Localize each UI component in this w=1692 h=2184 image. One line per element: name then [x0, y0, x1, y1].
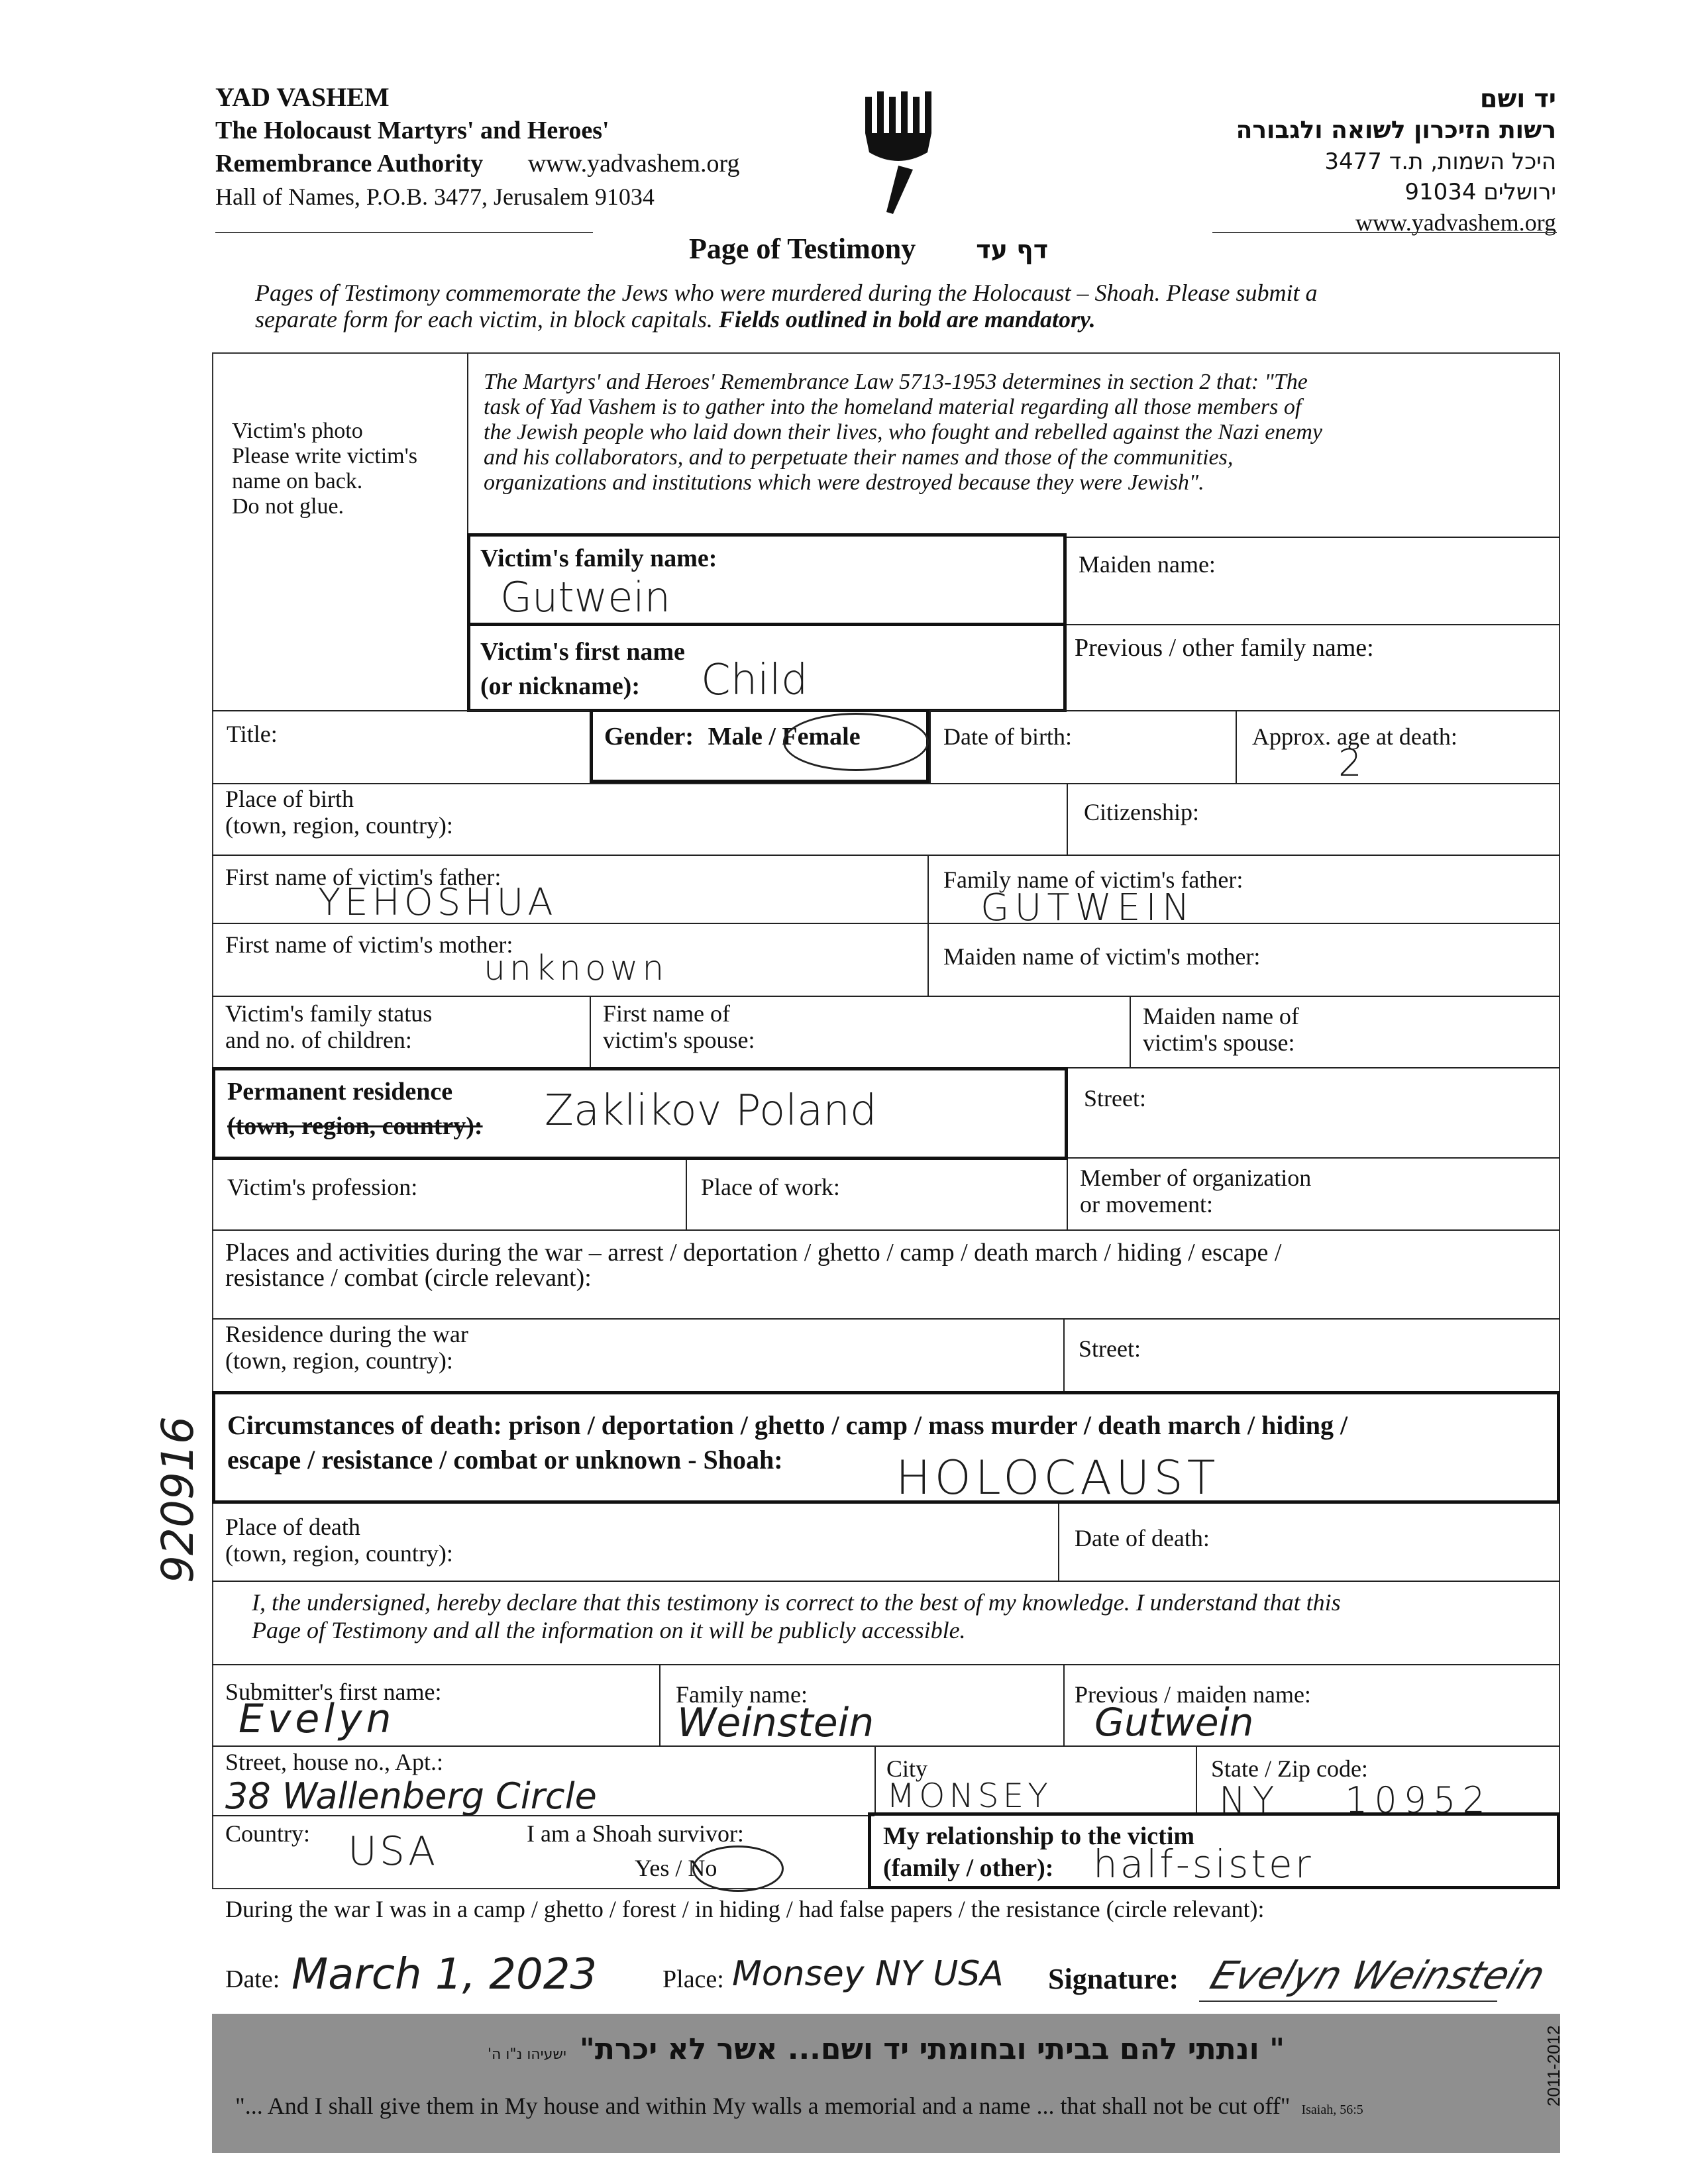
profession-label: Victim's profession: [227, 1174, 418, 1200]
submitter-family-value: Weinstein [677, 1700, 874, 1746]
spouse-first-label1: First name of [603, 1000, 730, 1027]
heb-line2: רשות הזיכרון לשואה ולגבורה [1236, 117, 1556, 144]
page-title [689, 232, 1048, 266]
war-street-label: Street: [1079, 1335, 1141, 1362]
yad-vashem-logo-icon [861, 91, 941, 217]
relationship-value: half-sister [1093, 1842, 1314, 1887]
age-divider [1236, 710, 1237, 783]
intro-line2 [255, 306, 1554, 333]
header-right [1092, 83, 1556, 238]
intro-mandatory: Fields outlined in bold are mandatory. [718, 306, 1096, 333]
work-divider [686, 1160, 687, 1229]
age-label: Approx. age at death: [1252, 723, 1457, 750]
org-line2: The Holocaust Martyrs' and Heroes' [215, 117, 609, 144]
pob-label2: (town, region, country): [225, 812, 453, 839]
during-war-line: During the war I was in a camp / ghetto / forest / in hiding / had false papers / the resistance (circle relevant): [225, 1896, 1265, 1922]
hebrew-ref: ישעיהו נ"ו ה' [487, 2046, 566, 2063]
place-value: Monsey NY USA [732, 1954, 1004, 1994]
signature-rule [1199, 2001, 1497, 2002]
submitter-prev-label: Previous / maiden name: [1075, 1681, 1311, 1708]
english-ref: Isaiah, 56:5 [1301, 2103, 1363, 2117]
circ-line2: escape / resistance / combat or unknown - Shoah: [227, 1445, 783, 1475]
street-label: Street: [1084, 1085, 1146, 1112]
date-label: Date: [225, 1965, 280, 1993]
declaration-line2: Page of Testimony and all the information on it will be publicly accessible. [252, 1617, 966, 1643]
father-divider [927, 855, 929, 997]
submitter-first-label: Submitter's first name: [225, 1679, 442, 1705]
first-name-label1: Victim's first name [480, 638, 685, 666]
zip-value: 10952 [1345, 1779, 1492, 1821]
maiden-name-label: Maiden name: [1079, 551, 1216, 578]
spouse-first-label2: victim's spouse: [603, 1027, 755, 1053]
row-mother-top [212, 923, 1560, 924]
photo-line3: name on back. [232, 469, 363, 494]
war-res-label1: Residence during the war [225, 1321, 468, 1347]
declaration-text [252, 1588, 1550, 1644]
mother-first-label: First name of victim's mother: [225, 931, 513, 958]
spouse-first-label [603, 1000, 755, 1053]
state-value: NY [1219, 1779, 1281, 1821]
family-status-label [225, 1000, 432, 1053]
country-label: Country: [225, 1820, 311, 1847]
first-name-label2: (or nickname): [480, 672, 640, 700]
father-first-label: First name of victim's father: [225, 864, 502, 890]
pod-label2: (town, region, country): [225, 1540, 453, 1567]
circumstances-value: HOLOCAUST [896, 1451, 1220, 1505]
spouse-first-divider [590, 996, 591, 1067]
citizenship-label: Citizenship: [1084, 799, 1199, 825]
member-divider [1067, 1160, 1068, 1229]
photo-line1: Victim's photo [232, 419, 363, 443]
perm-res-value: Zaklikov Poland [545, 1086, 877, 1135]
law-line5: organizations and institutions which were destroyed because they were Jewish". [484, 470, 1204, 495]
hebrew-quote: " ונתתי להם בביתי ובחומתי יד ושם... אשר לא יכרת" [579, 2032, 1285, 2066]
row-declaration-top [212, 1581, 1560, 1582]
website-left: www.yadvashem.org [527, 150, 740, 178]
submitter-family-divider [659, 1664, 661, 1747]
pod-label1: Place of death [225, 1514, 360, 1540]
law-line2: task of Yad Vashem is to gather into the homeland material regarding all those members of [484, 395, 1302, 419]
signature-label-text: Signature: [1048, 1963, 1179, 1995]
activities-label [225, 1240, 1281, 1290]
activities-line1: Places and activities during the war – arrest / deportation / ghetto / camp / death march / hiding / escape / [225, 1239, 1282, 1267]
father-family-label: Family name of victim's father: [943, 866, 1243, 893]
submitter-family-label: Family name: [676, 1681, 808, 1708]
heb-line3: היכל השמות, ת.ד 3477 [1324, 148, 1556, 175]
spouse-maiden-divider [1130, 996, 1131, 1067]
member-label2: or movement: [1080, 1191, 1213, 1218]
pod-label [225, 1514, 453, 1567]
relationship-label1: My relationship to the victim [883, 1822, 1195, 1850]
photo-instructions [232, 419, 417, 519]
form-year: 2011-2012 [1544, 2025, 1563, 2106]
header-left-rule [215, 232, 593, 233]
mother-maiden-label: Maiden name of victim's mother: [943, 943, 1261, 970]
row-address-top [212, 1745, 1560, 1747]
row-country-top [212, 1815, 874, 1816]
footer-hebrew [212, 2032, 1560, 2066]
activities-line2: resistance / combat (circle relevant): [225, 1264, 592, 1292]
dod-divider [1058, 1504, 1059, 1582]
header-right-rule [1212, 232, 1557, 233]
law-line3: the Jewish people who laid down their lives, who fought and rebelled against the Nazi enemy [484, 420, 1323, 444]
previous-family-label: Previous / other family name: [1075, 634, 1374, 662]
father-first-value: YEHOSHUA [318, 881, 557, 924]
perm-res-label2: (town, region, country): [227, 1112, 483, 1140]
street-no-value: 38 Wallenberg Circle [225, 1775, 597, 1817]
state-divider [1196, 1745, 1197, 1815]
maiden-bottom-rule [1067, 624, 1560, 625]
street-no-label: Street, house no., Apt.: [225, 1749, 443, 1775]
law-text [484, 370, 1550, 495]
war-res-label [225, 1321, 468, 1374]
english-quote: "... And I shall give them in My house and within My walls a memorial and a name ... that shall not be cut off" [235, 2093, 1291, 2119]
row-activities-top [212, 1229, 1560, 1231]
signature-value: Evelyn Weinstein [1204, 1953, 1551, 1998]
relationship-label2: (family / other): [883, 1854, 1054, 1882]
family-status-label1: Victim's family status [225, 1000, 433, 1027]
dob-divider [929, 710, 931, 783]
spouse-maiden-label [1143, 1003, 1299, 1056]
maiden-top-rule [1067, 537, 1560, 538]
dob-label: Date of birth: [943, 723, 1072, 750]
header-left [215, 81, 812, 213]
law-line4: and his collaborators, and to perpetuate their names and those of the communities, [484, 445, 1234, 470]
submitter-prev-divider [1063, 1664, 1065, 1747]
spouse-maiden-label2: victim's spouse: [1143, 1029, 1295, 1056]
family-name-value: Gutwein [500, 573, 671, 621]
title-english: Page of Testimony [689, 233, 916, 265]
photo-line4: Do not glue. [232, 494, 344, 519]
law-line1: The Martyrs' and Heroes' Remembrance Law 5713-1953 determines in section 2 that: "The [484, 370, 1308, 394]
org-name: YAD VASHEM [215, 82, 390, 112]
mother-first-value: unknown [484, 949, 668, 988]
gender-circle-mark [783, 713, 929, 771]
row-pob-top [212, 783, 1560, 784]
age-value: 2 [1338, 742, 1362, 785]
family-name-label [480, 545, 717, 572]
pob-label [225, 786, 453, 839]
citizenship-divider [1067, 783, 1068, 855]
member-label1: Member of organization [1080, 1165, 1312, 1191]
submitter-prev-value: Gutwein [1094, 1700, 1254, 1745]
row-submitter-top [212, 1664, 1560, 1665]
first-name-label [480, 635, 685, 703]
perm-res-label [227, 1074, 483, 1143]
survivor-options: Yes / No [635, 1855, 717, 1881]
title-hebrew: דף עד [976, 235, 1049, 264]
date-value: March 1, 2023 [291, 1950, 598, 1999]
row-status-top [212, 996, 1560, 997]
signature-label [1048, 1963, 1179, 1995]
family-status-label2: and no. of children: [225, 1027, 412, 1053]
photo-line2: Please write victim's [232, 444, 417, 468]
website-right: www.yadvashem.org [1355, 209, 1556, 236]
org-line3-row [215, 147, 812, 180]
submitter-first-value: Evelyn [238, 1696, 396, 1742]
gender-label-text: Gender: [604, 723, 694, 751]
address: Hall of Names, P.O.B. 3477, Jerusalem 91034 [215, 183, 655, 210]
intro-text [255, 280, 1554, 333]
place-label: Place: [662, 1965, 724, 1993]
declaration-line1: I, the undersigned, hereby declare that this testimony is correct to the best of my knowledge. I understand that this [252, 1589, 1341, 1616]
intro-line2-a: separate form for each victim, in block capitals. [255, 306, 719, 333]
city-divider [874, 1745, 876, 1815]
org-line3: Remembrance Authority [215, 150, 484, 178]
family-name-label-text: Victim's family name: [480, 545, 717, 572]
pob-label1: Place of birth [225, 786, 354, 812]
margin-note: 920916 [152, 1416, 203, 1583]
work-label: Place of work: [701, 1174, 840, 1200]
heb-line1: יד ושם [1479, 84, 1556, 113]
city-value: MONSEY [886, 1777, 1052, 1815]
member-label [1080, 1165, 1311, 1218]
footer-english [235, 2092, 1554, 2120]
circ-line1: Circumstances of death: prison / deportation / ghetto / camp / mass murder / death march / hiding / [227, 1410, 1348, 1440]
row-war-res-top [212, 1318, 1560, 1320]
title-label: Title: [227, 721, 278, 747]
perm-res-label1: Permanent residence [227, 1078, 453, 1106]
intro-line1: Pages of Testimony commemorate the Jews who were murdered during the Holocaust – Shoah. Please submit a [255, 280, 1318, 306]
gender-options: Male / Female [708, 723, 861, 751]
heb-line4: ירושלים 91034 [1404, 179, 1556, 205]
country-value: USA [348, 1828, 439, 1875]
survivor-circle-mark [692, 1846, 784, 1892]
row-father-top [212, 855, 1560, 856]
survivor-label: I am a Shoah survivor: [527, 1820, 744, 1847]
spouse-maiden-label1: Maiden name of [1143, 1003, 1299, 1029]
city-label: City [886, 1755, 928, 1782]
first-name-value: Child [701, 656, 808, 705]
row-profession-top [1068, 1157, 1560, 1159]
war-res-label2: (town, region, country): [225, 1347, 453, 1374]
dod-label: Date of death: [1075, 1525, 1210, 1551]
state-label: State / Zip code: [1211, 1755, 1368, 1782]
war-street-divider [1063, 1318, 1065, 1392]
father-family-value: GUTWEIN [980, 886, 1195, 929]
